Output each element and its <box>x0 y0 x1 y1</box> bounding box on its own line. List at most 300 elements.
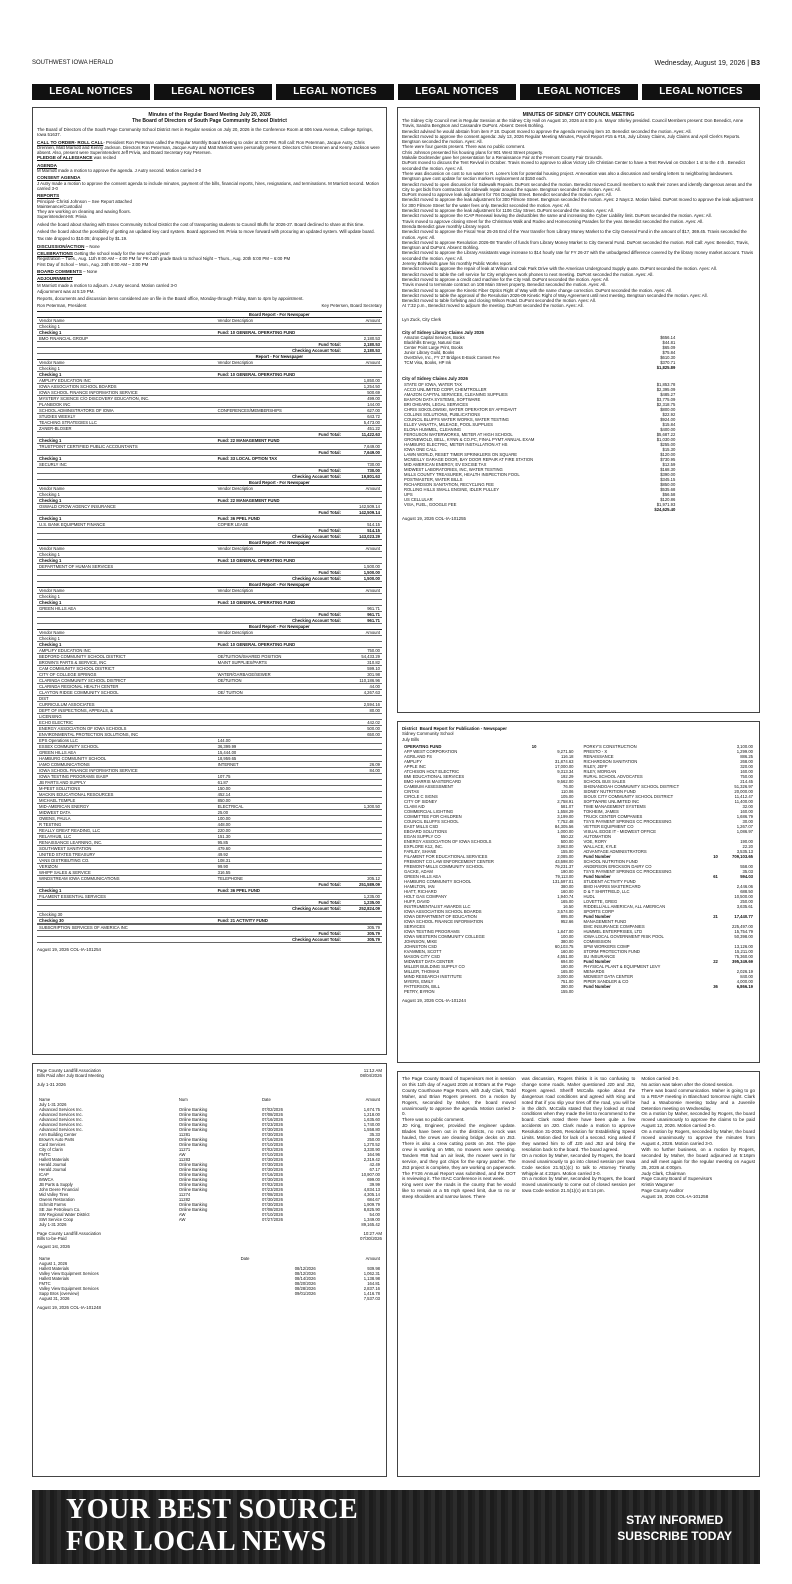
table-cell: 3,635.61 <box>736 903 753 909</box>
table-cell: Arm Building Center <box>39 1131 77 1137</box>
table-cell: 11,400.00 <box>734 798 753 804</box>
table-cell: $75.84 <box>662 350 676 356</box>
table-cell: VERIZON <box>37 863 216 869</box>
table-cell: 380.00 <box>560 883 574 889</box>
page-number: B3 <box>751 59 760 67</box>
table-cell: 1,558.80 <box>363 1126 380 1132</box>
table-cell: MILLS COUNTY TREASURER, HEALTH INSPECTION FOOL <box>404 471 520 477</box>
table-cell: TEACHING STRATEGIES LLC <box>37 419 216 425</box>
table-cell: IOWA WESTERN COMMUNITY COLLEGE <box>404 933 485 939</box>
table-cell: 07/02/2026 <box>261 1146 283 1152</box>
table-cell: SOFTWARE UNLIMITED INC <box>583 798 640 804</box>
table-cell: 160.00 <box>740 808 753 814</box>
table-cell: Online Banking <box>178 1121 208 1127</box>
table-cell: Amount <box>343 317 382 323</box>
table-cell: 07/30/2026 <box>261 1201 283 1207</box>
table-cell: Herald Journal <box>39 1161 67 1167</box>
table-cell: Checking Account Total: <box>216 936 343 942</box>
school-subtitle: The Board of Directors of South Page Community School District <box>132 118 287 124</box>
table-cell: Checking 1 <box>37 437 216 443</box>
table-cell: TRUSTPOINT CERTIFIED PUBLIC ACCOUNTANTS <box>37 443 216 449</box>
table-cell: 51,326.97 <box>734 783 753 789</box>
table-cell: ENERGY ASSOCIATION OF IOWA SCHOOLS <box>404 838 492 844</box>
table-cell: CONFERENCES/MEMBERSHIPS <box>216 407 343 413</box>
table-cell: 43,598.00 <box>554 858 574 864</box>
table-cell: RENAISSANCE <box>583 753 614 759</box>
subscribe-ad[interactable] <box>32 1490 760 1564</box>
table-cell: Amount <box>343 545 382 551</box>
table-cell: 155.00 <box>560 988 574 994</box>
table-cell: Checking Account Total: <box>216 617 343 623</box>
table-cell: 54.00 <box>369 1211 380 1217</box>
table-cell: 2,319.42 <box>363 1156 380 1162</box>
table-cell: IAMO COMMUNICATIONS <box>37 761 216 767</box>
table-cell: ESSEX COMMUNITY SCHOOL <box>37 743 216 749</box>
table-cell: 2,837.16 <box>363 1285 380 1291</box>
table-cell: Fund Total: <box>216 930 343 936</box>
table-cell: OPERATING FUND <box>404 743 442 749</box>
table-cell: SCHOOL NUTRITION FUND <box>583 858 638 864</box>
table-cell: SW Regional Water District <box>39 1211 90 1217</box>
table-cell: Vendor Description <box>216 485 343 491</box>
table-cell: 3,963.00 <box>557 843 574 849</box>
table-cell: 1,300.50 <box>343 803 382 809</box>
table-cell: CLAYTON RIDGE COMMUNITY SCHOOL <box>37 689 216 695</box>
table-cell: July 1-31 2026 <box>39 1101 67 1107</box>
table-cell: COMMISSION <box>583 938 611 944</box>
table-cell: 07/23/2026 <box>261 1121 283 1127</box>
table-cell: Junior Library Guild, Books <box>404 350 455 356</box>
table-cell: COMMITTEE FOR CHILDREN <box>404 813 462 819</box>
landfill-time2: 10:27 AM <box>363 1230 382 1236</box>
table-cell: 165.00 <box>560 898 574 904</box>
legal-notices-banner: LEGAL NOTICES <box>32 84 150 100</box>
table-cell: 07/10/2026 <box>261 1141 283 1147</box>
agenda-text: M Marriott made a motion to approve the agenda. J Autry second. Motion carried 3-0 <box>37 168 202 174</box>
table-cell: EMC INSURANCE COMPANIES <box>583 923 645 929</box>
table-cell: Fund Total: <box>216 509 343 515</box>
table-cell: MIND RESEARCH INSTITUTE <box>404 973 462 979</box>
table-cell: US CELLULAR <box>404 496 433 502</box>
table-cell: MAINT SUPPLIES/PARTS <box>216 659 343 665</box>
table-cell: DIST <box>37 695 216 701</box>
table-cell: AW <box>178 1211 186 1217</box>
celebrations-heading: CELEBRATIONS <box>37 250 73 256</box>
table-cell: Vendor Name <box>37 545 216 551</box>
table-cell: COUNCIL BLUFFS SCHOOL <box>404 818 459 824</box>
landfill-title: Page County Landfill Association <box>37 1068 101 1073</box>
table-cell: LICENSING <box>37 713 216 719</box>
table-cell: MIDWEST DATA CENTER <box>583 973 634 979</box>
table-cell: 479.60 <box>216 845 343 851</box>
table-cell: 15,444.00 <box>216 749 343 755</box>
table-cell: RILEY, JEFF <box>583 763 608 769</box>
table-cell: AMPLIFY EDUCATION INC <box>37 377 216 383</box>
table-cell: Name <box>39 1096 51 1102</box>
table-cell: ELONA HUMMEL, CLEANING <box>404 426 462 432</box>
table-cell: Online Banking <box>178 1126 208 1132</box>
table-cell: 1,674.75 <box>363 1106 380 1112</box>
table-cell: 35.03 <box>742 868 753 874</box>
table-cell: IOWA TESTING PROGRAMS <box>404 928 460 934</box>
table-cell: AFP WEST CORPORATION <box>404 748 458 754</box>
table-cell: MILLER BUILDING SUPPLY CO <box>404 963 465 969</box>
table-cell: Checking 1 <box>37 455 216 461</box>
table-cell: 160.00 <box>740 768 753 774</box>
table-cell: SCHOOL BUS SALES <box>583 778 626 784</box>
table-cell: 11,412.47 <box>734 793 753 799</box>
table-cell: 11,422.63 <box>343 431 382 437</box>
table-cell: $1,030.00 <box>656 436 676 442</box>
table-cell: 84.00 <box>343 767 382 773</box>
table-cell: 9,271.50 <box>557 748 574 754</box>
table-cell: 100.00 <box>216 815 343 821</box>
table-cell: Vendor Description <box>216 545 343 551</box>
table-cell: 750.00 <box>740 773 753 779</box>
legal-notices-banner: LEGAL NOTICES <box>154 84 272 100</box>
table-cell: FARLEY, SHANE <box>404 848 437 854</box>
table-cell: 886.25 <box>740 753 753 759</box>
table-cell: ENERGY ASSOCIATION OF IOWA SCHOOLS <box>37 725 216 731</box>
table-cell: 18,959.65 <box>216 755 343 761</box>
table-cell: HUMMEL ENTERPRISES, LTD <box>583 928 643 934</box>
table-cell: 07/30/2026 <box>261 1176 283 1182</box>
table-cell: 4,267.63 <box>343 689 382 695</box>
table-cell: 709,103.65 <box>732 853 753 859</box>
table-cell: Fund: 10 GENERAL OPERATING FUND <box>216 557 343 563</box>
table-cell: 1,686.79 <box>736 813 753 819</box>
table-cell: 514.15 <box>343 521 382 527</box>
table-cell: 8,825.90 <box>363 1206 380 1212</box>
table-cell: Fund: 10 GENERAL OPERATING FUND <box>216 371 343 377</box>
table-cell: OE/TUITION <box>216 677 343 683</box>
table-cell: 442.02 <box>343 719 382 725</box>
table-cell: 10,907.00 <box>361 1171 380 1177</box>
landfill-subtitle2: Bills to-be-Paid <box>37 1236 67 1242</box>
table-cell: 100.00 <box>560 933 574 939</box>
table-cell: 1,847.00 <box>557 928 574 934</box>
table-cell: $65.09 <box>662 345 676 351</box>
district-school: Sidney Community School <box>402 731 454 737</box>
table-cell: Center Point Large Print, Books <box>404 345 463 351</box>
table-cell: 4,000.00 <box>736 978 753 984</box>
table-cell <box>402 365 626 370</box>
table-cell: 84,305.56 <box>554 823 574 829</box>
table-cell: Fund Total: <box>216 467 343 473</box>
table-cell: SIOUX CITY COMMUNITY SCHOOL DISTRICT <box>583 793 674 799</box>
paper-name: SOUTHWEST IOWA HERALD <box>32 60 114 66</box>
table-cell: WATER/GARBAGE/SEWER <box>216 671 343 677</box>
table-cell: MIDWEST DATA <box>37 809 216 815</box>
table-cell: 2,180.53 <box>343 347 382 353</box>
table-cell: 1,235.00 <box>343 899 382 905</box>
table-cell: PATTERSON, BILL <box>404 983 440 989</box>
table-cell: COUNCIL BLUFFS WATER WORKS, WATER TESTING <box>404 416 509 422</box>
table-cell: VANS DISTRIBUTING CO. <box>37 857 216 863</box>
district-bills-notice <box>397 721 760 1063</box>
table-cell: APPLE INC <box>404 763 426 769</box>
table-cell: Schmitt Farms <box>39 1201 66 1207</box>
discussion-heading: DISCUSSION/ACTION <box>37 243 85 249</box>
table-cell: 1,416.78 <box>363 1290 380 1296</box>
table-cell: Sapp Bros (overview) <box>39 1290 80 1296</box>
table-cell: Vendor Name <box>37 359 216 365</box>
table-cell: 07/08/2026 <box>261 1206 283 1212</box>
table-cell: ECHO ELECTRIC <box>37 719 216 725</box>
table-cell: Board Report - For Newspaper <box>216 479 343 485</box>
table-cell: TELEPHONE <box>216 875 343 881</box>
table-cell: 150.00 <box>216 785 343 791</box>
agenda-heading: AGENDA <box>37 162 57 168</box>
table-row <box>402 989 576 994</box>
table-cell: Fund Total: <box>216 569 343 575</box>
table-cell: U.S. BANK EQUIPMENT FINANCE <box>37 521 216 527</box>
table-cell: 13,126.00 <box>734 943 753 949</box>
table-cell: 11271 <box>178 1146 191 1152</box>
table-cell: 07/16/2026 <box>261 1171 283 1177</box>
table-cell: Advanced Services Inc. <box>39 1126 83 1132</box>
table-cell: 268.00 <box>740 758 753 764</box>
table-cell: 2,180.53 <box>343 341 382 347</box>
table-cell: 07/02/2026 <box>261 1106 283 1112</box>
table-cell: 07/16/2026 <box>261 1136 283 1142</box>
table-cell: Valley View Equipment Services <box>39 1270 99 1276</box>
table-cell: Online Banking <box>178 1116 208 1122</box>
table-cell: Date <box>240 1255 250 1261</box>
table-cell: RELAYHUB, LLC <box>37 833 216 839</box>
table-cell: SECURLY INC <box>37 461 216 467</box>
table-cell: 643.72 <box>343 413 382 419</box>
secretary-signature: Key Petersen, Board Secretary <box>321 303 382 309</box>
landfill-tobepaid-table <box>37 1256 382 1301</box>
table-cell: 380.00 <box>560 983 574 989</box>
table-cell: Vendor Description <box>216 587 343 593</box>
table-cell: MILLER, THOMAS <box>404 968 440 974</box>
table-cell: 75,360.00 <box>734 953 753 959</box>
table-cell: 1,086.97 <box>736 828 753 834</box>
school-para-1: Asked the board about sharing with Essex Community School District the cost of transporting students to Council Bluffs for 2026-27. Board declined to share at this time. <box>37 221 365 227</box>
table-cell: Online Banking <box>178 1161 208 1167</box>
table-cell: 11283 <box>178 1156 191 1162</box>
table-cell: Checking 1 <box>37 635 216 641</box>
table-cell: 22.20 <box>742 843 753 849</box>
city-title: MINUTES OF SIDNEY CITY COUNCIL MEETING <box>522 112 635 118</box>
table-cell: 895.00 <box>560 913 574 919</box>
table-cell: 250.00 <box>740 898 753 904</box>
table-cell: Fund: 10 GENERAL OPERATING FUND <box>216 599 343 605</box>
landfill-period2: August 1st, 2026 <box>37 1244 70 1250</box>
table-cell: 4,834.13 <box>363 1186 380 1192</box>
table-cell: 4,305.14 <box>363 1191 380 1197</box>
legal-notices-banner: LEGAL NOTICES <box>520 84 638 100</box>
table-cell: 10 <box>531 743 537 749</box>
city-claims-title: City of Sidney Claims July 2026 <box>402 376 468 382</box>
reports-text: Principal- Christi Johnson – See Report attached Maintenance/Custodial They are working on cleaning and waxing floors. Superintendent-Mr. Privia <box>37 198 132 220</box>
table-cell: SERVICES <box>404 923 426 929</box>
landfill-paid-table <box>37 1097 382 1227</box>
table-cell: IOWA LOCAL GOVERNMENT RISK POOL <box>583 933 664 939</box>
table-cell: $2,395.09 <box>656 386 676 392</box>
library-claims-title: City of Sidney Library Claims July 2026 <box>402 329 484 335</box>
table-cell: 3,000.00 <box>557 973 574 979</box>
table-cell: 688.50 <box>740 888 753 894</box>
table-cell: 16.50 <box>563 903 574 909</box>
table-cell: Owens Restoration <box>39 1196 75 1202</box>
table-cell: 305.79 <box>343 936 382 942</box>
table-cell: $44.81 <box>662 340 676 346</box>
table-cell: 599.10 <box>343 665 382 671</box>
table-cell: 61 <box>713 873 718 879</box>
table-cell: 1,138.98 <box>363 1275 380 1281</box>
table-cell: SE Joe Petroleum Co. <box>39 1206 81 1212</box>
rollcall-heading: CALL TO ORDER- ROLL CALL <box>37 139 104 145</box>
table-cell: IOWA DEPARTMENT OF EDUCATION <box>404 913 477 919</box>
table-cell: 1,270.52 <box>363 1141 380 1147</box>
table-cell: CHRIS SOKOLOWSKI, WATER OPERATOR BY AFFIDAVIT <box>404 406 517 412</box>
table-cell: $3,775.09 <box>656 396 676 402</box>
table-cell: $168.30 <box>660 466 676 472</box>
table-cell: DEPARTMENT OF HUMAN SERVICES <box>37 563 216 569</box>
table-cell: Online Banking <box>178 1166 208 1172</box>
legal-notices-banner: LEGAL NOTICES <box>276 84 394 100</box>
table-cell: PORKY'S CONSTRUCTION <box>583 743 637 749</box>
table-cell: 79,231.37 <box>554 863 574 869</box>
table-cell: GREEN HILLS AEA <box>37 605 216 611</box>
table-cell: 95.85 <box>216 839 343 845</box>
table-cell: 751.00 <box>560 978 574 984</box>
table-cell: LOVETTE, GREG <box>583 898 618 904</box>
table-cell: 250.00 <box>367 1136 380 1142</box>
table-cell: VOE, RORY <box>583 838 607 844</box>
table-cell: Online Banking <box>178 1106 208 1112</box>
table-cell: Advanced Services Inc. <box>39 1121 83 1127</box>
table-cell: IOWA SCHOOL FINANCE INFORMATION SERVICE <box>37 389 216 395</box>
table-row <box>402 507 677 512</box>
consent-text: J Autry made a motion to approve the consent agenda to include minutes, payment of the bills, financial reports, hires, resignations, and terminations. M Marriott second. Motion carried 3-0 <box>37 180 381 191</box>
table-cell: Online Banking <box>178 1186 208 1192</box>
table-cell: ADVANTAGE ADMINISTRATORS <box>583 848 647 854</box>
school-stamp: August 19, 2026 COL-IA-101254 <box>37 946 101 952</box>
table-cell: 514.15 <box>343 527 382 533</box>
table-cell: EPS Operations LLC <box>37 737 216 743</box>
table-cell: 961.71 <box>343 617 382 623</box>
table-cell <box>37 936 216 942</box>
table-cell: 5,473.00 <box>343 419 382 425</box>
table-cell: John Deere Financial <box>39 1186 79 1192</box>
table-cell: 1,500.00 <box>343 569 382 575</box>
table-cell: 160.00 <box>560 888 574 894</box>
table-cell: Checking 1 <box>37 887 216 893</box>
table-cell: Checking 1 <box>37 599 216 605</box>
table-cell: Checking Account Total: <box>216 473 343 479</box>
table-cell: OverDrive, Inc., FY 27 Bridges E-Book Content Fee <box>404 355 500 361</box>
table-cell: 116.18 <box>561 753 574 759</box>
table-cell: 1,500.00 <box>343 563 382 569</box>
city-stamp: August 19, 2026 COL-IA-101255 <box>402 515 466 521</box>
table-cell: August 31, 2026 <box>39 1295 70 1301</box>
table-cell: August 1, 2026 <box>39 1260 68 1266</box>
table-cell: 151.30 <box>216 833 343 839</box>
table-cell: IOWA ONE CALL <box>404 446 437 452</box>
table-cell: EXPLORE K12, INC. <box>404 843 444 849</box>
table-cell: STUDENT ACTIVITY FUND <box>583 878 636 884</box>
adjournment-text: M Marriott made a motion to adjourn. J Autry second. Motion carried 3-0 Adjournment was at 5:19 PM. <box>37 283 177 294</box>
table-cell: Amount <box>365 1096 380 1102</box>
table-cell: Fund Total: <box>216 449 343 455</box>
table-cell: Online Banking <box>178 1181 208 1187</box>
table-cell: Advanced Services Inc. <box>39 1106 83 1112</box>
table-cell: 42.49 <box>369 1161 380 1167</box>
table-cell: TSYS PAYMENT SPRINGS CC PROCESSING <box>583 818 672 824</box>
table-cell: Checking Account Total: <box>216 533 343 539</box>
table-cell: MANAGEMENT FUND <box>583 918 627 924</box>
table-cell: DEPT OF INSPECTIONS, APPEALS, & <box>37 707 216 713</box>
table-cell: WINDSTREAM IOWA COMMUNICATIONS <box>37 875 216 881</box>
table-cell: Amount <box>343 485 382 491</box>
table-cell: TOKHEIM, JAMES <box>583 808 619 814</box>
table-cell: TRUCK CENTER COMPANIES <box>583 813 643 819</box>
table-cell: Vendor Name <box>37 629 216 635</box>
pledge-heading: PLEDGE of ALLEGIANCE <box>37 155 93 161</box>
legal-notices-banner-row <box>32 84 760 100</box>
table-cell: 699.00 <box>367 1176 380 1182</box>
adjournment-heading: ADJOURNMENT <box>37 276 73 282</box>
table-cell: VISA, FUEL, GOOGLE FEE <box>404 501 457 507</box>
table-cell: 22 <box>713 958 718 964</box>
table-cell: ICAP <box>39 1171 49 1177</box>
discussion-text: – None <box>84 243 100 249</box>
city-clerk: Lyn Zuck, City Clerk <box>402 316 442 322</box>
table-cell: 2,026.19 <box>736 968 753 974</box>
table-cell: 10,500.00 <box>734 893 753 899</box>
landfill-title2: Page County Landfill Association <box>37 1230 101 1236</box>
table-cell: 99.90 <box>216 863 343 869</box>
table-cell: AMPLIFY <box>404 758 422 764</box>
table-cell: PETRY, BYRON <box>404 988 435 994</box>
table-cell: TSYS PAYMENT SPRINGS CC PROCESSING <box>583 868 672 874</box>
table-cell: 155.00 <box>560 848 574 854</box>
table-cell: $22.92 <box>662 411 676 417</box>
table-cell: 252,824.09 <box>343 905 382 911</box>
ad-subscribe-text[interactable]: STAY INFORMED SUBSCRIBE TODAY <box>617 1513 732 1543</box>
table-cell: 1,218.00 <box>363 1111 380 1117</box>
table-cell: MACKIN EDUCATIONAL RESOURCES <box>37 791 216 797</box>
table-cell: Fund Number <box>583 913 611 919</box>
table-cell: 694.00 <box>560 958 574 964</box>
table-cell: 3,535.13 <box>736 848 753 854</box>
table-cell: OSWALD CROW AGENCY INSURANCE <box>37 503 216 509</box>
table-cell: D & T SHIRTFIELD, LLC <box>583 888 630 894</box>
school-para-4: Reports, documents and discussion items considered are on file in the Board office, Monday-through Friday, 8am to 4pm by appointment. <box>37 296 304 302</box>
table-cell: AW <box>178 1151 186 1157</box>
table-cell: 30.00 <box>742 818 753 824</box>
table-cell: 850.00 <box>216 797 343 803</box>
table-cell: 105.00 <box>560 793 574 799</box>
table-cell: $390.00 <box>660 471 676 477</box>
table-cell: Hallett Materials <box>39 1156 70 1162</box>
table-cell: 1,299.00 <box>736 748 753 754</box>
table-cell: VETTER EQUIPMENT CO <box>583 823 634 829</box>
table-cell: 310.82 <box>343 659 382 665</box>
table-cell: Online Banking <box>178 1141 208 1147</box>
table-cell: 7,649.00 <box>343 443 382 449</box>
table-cell: 627.00 <box>343 407 382 413</box>
table-cell: Vendor Description <box>216 317 343 323</box>
table-cell: SPW WORKERS COMP <box>583 943 630 949</box>
table-cell: IMWCA <box>39 1176 54 1182</box>
table-cell: 31,874.63 <box>554 758 574 764</box>
table-cell: REALLY GREAT READING, LLC <box>37 827 216 833</box>
